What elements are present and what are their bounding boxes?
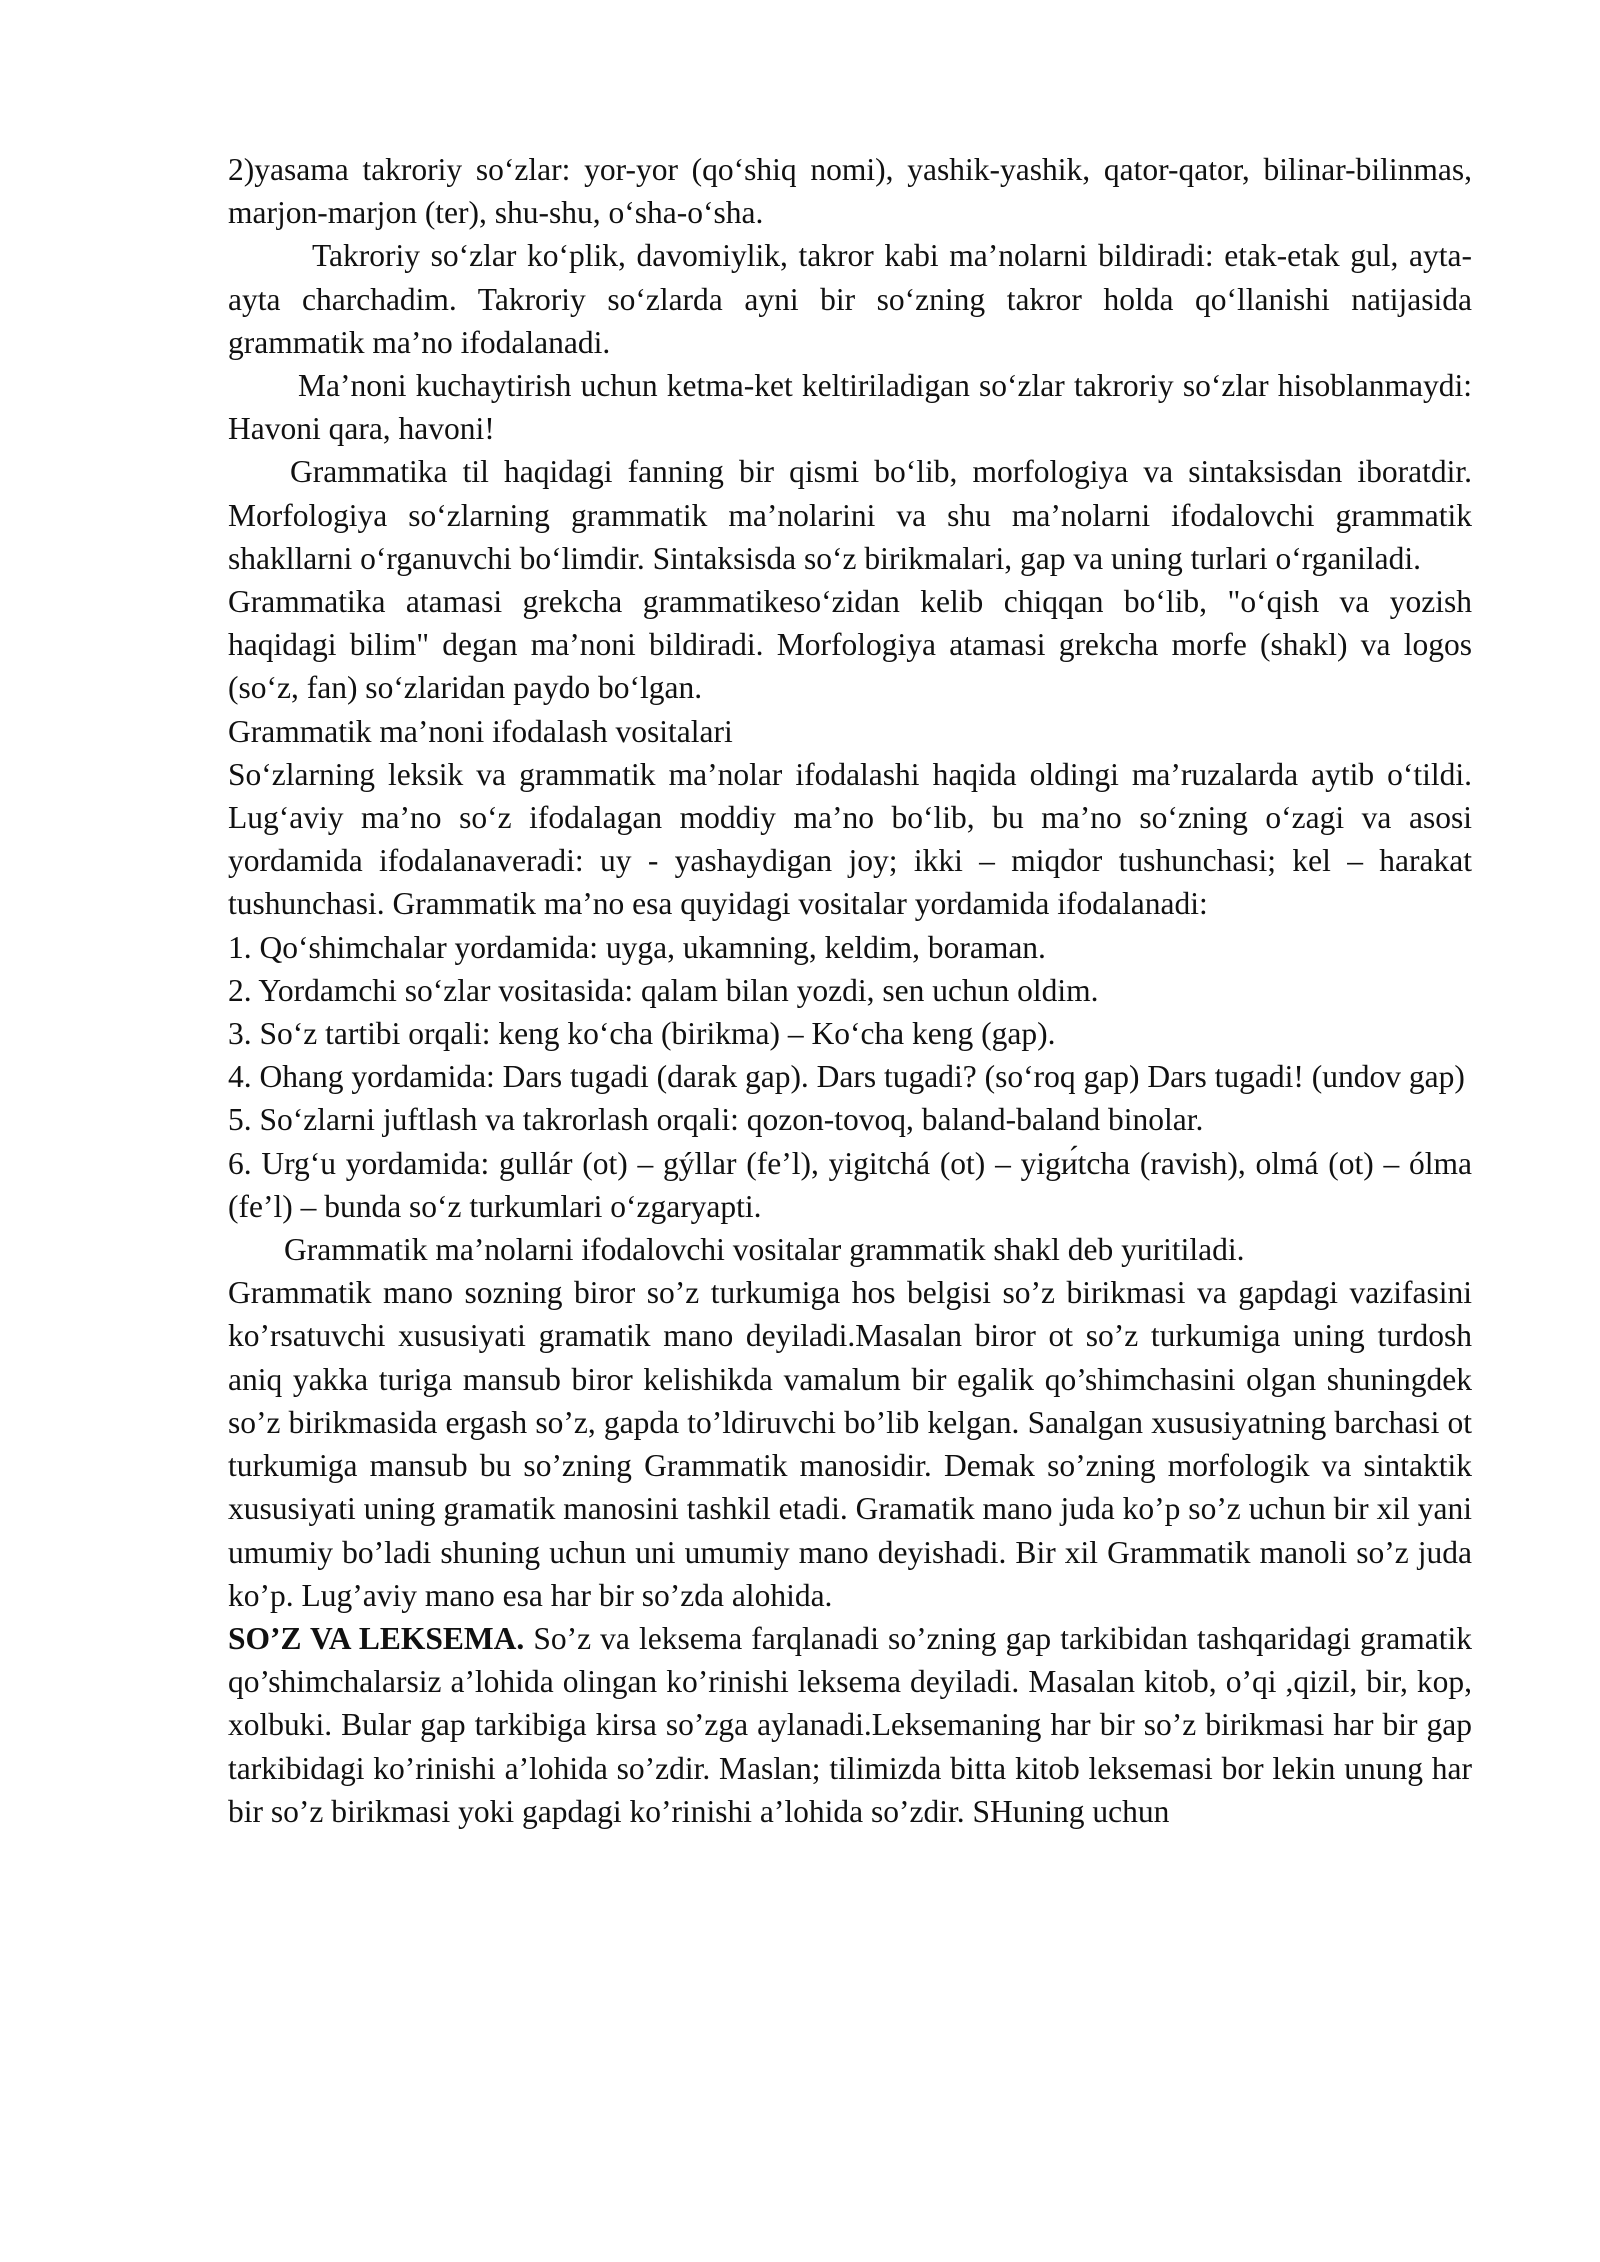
paragraph-lexical-grammatical-meaning: So‘zlarning leksik va grammatik ma’nolar ifodalashi haqida oldingi ma’ruzalarda aytib o‘tildi. Lug‘aviy ma’no so‘z ifodalagan moddiy ma’no bo‘lib, bu ma’no so‘zning o‘zagi va asosi yordamida ifodalanaveradi: uy - yashaydigan joy; ikki – miqdor tushunchasi; kel – harakat tushunchasi. Grammatik ma’no esa quyidagi vositalar yordamida ifodalanadi: [228,756,1472,922]
list-item-pairing-repetition: 5. So‘zlarni juftlash va takrorlash orqali: qozon-tovoq, baland-baland binolar. [228,1102,1204,1138]
paragraph-derived-repetitive-words: 2)yasama takroriy so‘zlar: yor-yor (qo‘shiq nomi), yashik-yashik, qator-qator, bilinar-bilinmas, marjon-marjon (ter), shu-shu, o‘sha-o‘sha. [228,152,1472,231]
list-item-intonation: 4. Ohang yordamida: Dars tugadi (darak gap). Dars tugadi? (so‘roq gap) Dars tugadi! (undov gap) [228,1059,1465,1095]
list-item-auxiliary-words: 2. Yordamchi so‘zlar vositasida: qalam bilan yozdi, sen uchun oldim. [228,972,1099,1008]
paragraph-word-and-lexeme [228,1617,1472,1833]
list-item-word-order: 3. So‘z tartibi orqali: keng ko‘cha (birikma) – Ko‘cha keng (gap). [228,1016,1056,1052]
paragraph-grammatical-meaning-explained: Grammatik mano sozning biror so’z turkumiga hos belgisi so’z birikmasi va gapdagi vazifasini ko’rsatuvchi xususiyati gramatik mano deyiladi.Masalan biror ot so’z turkumiga uning turdosh aniq yakka turiga mansub biror kelishikda vamalum bir egalik qo’shimchasini olgan shuningdek so’z birikmasida ergash so’z, gapda to’ldiruvchi bo’lib kelgan. Sanalgan xususiyatning barchasi ot turkumiga mansub bu so’zning Grammatik manosidir. Demak so’zning morfologik va sintaktik xususiyati uning gramatik manosini tashkil etadi. Gramatik mano juda ko’p so’z uchun bir xil yani umumiy bo’ladi shuning uchun uni umumiy mano deyishadi. Bir xil Grammatik manoli so’z juda ko’p. Lug’aviy mano esa har bir so’zda alohida. [228,1275,1472,1613]
bold-heading-word-and-lexeme: SO’Z VA LEKSEMA. [228,1620,525,1656]
paragraph-grammar-definition: Grammatika til haqidagi fanning bir qismi bo‘lib, morfologiya va sintaksisdan iboratdir. Morfologiya so‘zlarning grammatik ma’nolarini va shu ma’nolarni ifodalovchi grammatik shakllarni o‘rganuvchi bo‘limdir. Sintaksisda so‘z birikmalari, gap va uning turlari o‘rganiladi. [228,454,1472,576]
list-item-stress: 6. Urg‘u yordamida: gullár (ot) – gýllar (fe’l), yigitchá (ot) – yigи́tcha (ravish), olmá (ot) – ólma (fe’l) – bunda so‘z turkumlari o‘zgaryapti. [228,1145,1472,1224]
paragraph-intensifying-words: Ma’noni kuchaytirish uchun ketma-ket keltiriladigan so‘zlar takroriy so‘zlar hisoblanmaydi: Havoni qara, havoni! [228,368,1472,447]
list-item-suffixes: 1. Qo‘shimchalar yordamida: uyga, ukamning, keldim, boraman. [228,929,1046,965]
paragraph-repetitive-meanings: Takroriy so‘zlar ko‘plik, davomiylik, takror kabi ma’nolarni bildiradi: etak-etak gul, ayta-ayta charchadim. Takroriy so‘zlarda ayni bir so‘zning takror holda qo‘llanishi natijasida grammatik ma’no ifodalanadi. [228,238,1472,360]
section-heading-grammatical-means: Grammatik ma’noni ifodalash vositalari [228,713,733,749]
paragraph-grammar-etymology: Grammatika atamasi grekcha grammatikeso‘zidan kelib chiqqan bo‘lib, "o‘qish va yozish haqidagi bilim" degan ma’noni bildiradi. Morfologiya atamasi grekcha morfe (shakl) va logos (so‘z, fan) so‘zlaridan paydo bo‘lgan. [228,584,1472,706]
paragraph-word-and-lexeme-text: So’z va leksema farqlanadi so’zning gap tarkibidan tashqaridagi gramatik qo’shimchalarsiz a’lohida olingan ko’rinishi leksema deyiladi. Masalan kitob, o’qi ,qizil, bir, kop, xolbuki. Bular gap tarkibiga kirsa so’zga aylanadi.Leksemaning har bir so’z birikmasi har bir gap tarkibidagi ko’rinishi a’lohida so’zdir. Maslan; tilimizda bitta kitob leksemasi bor lekin unung har bir so’z birikmasi yoki gapdagi ko’rinishi a’lohida so’zdir. SHuning uchun [228,1620,1472,1829]
paragraph-grammatical-form: Grammatik ma’nolarni ifodalovchi vositalar grammatik shakl deb yuritiladi. [284,1232,1245,1268]
